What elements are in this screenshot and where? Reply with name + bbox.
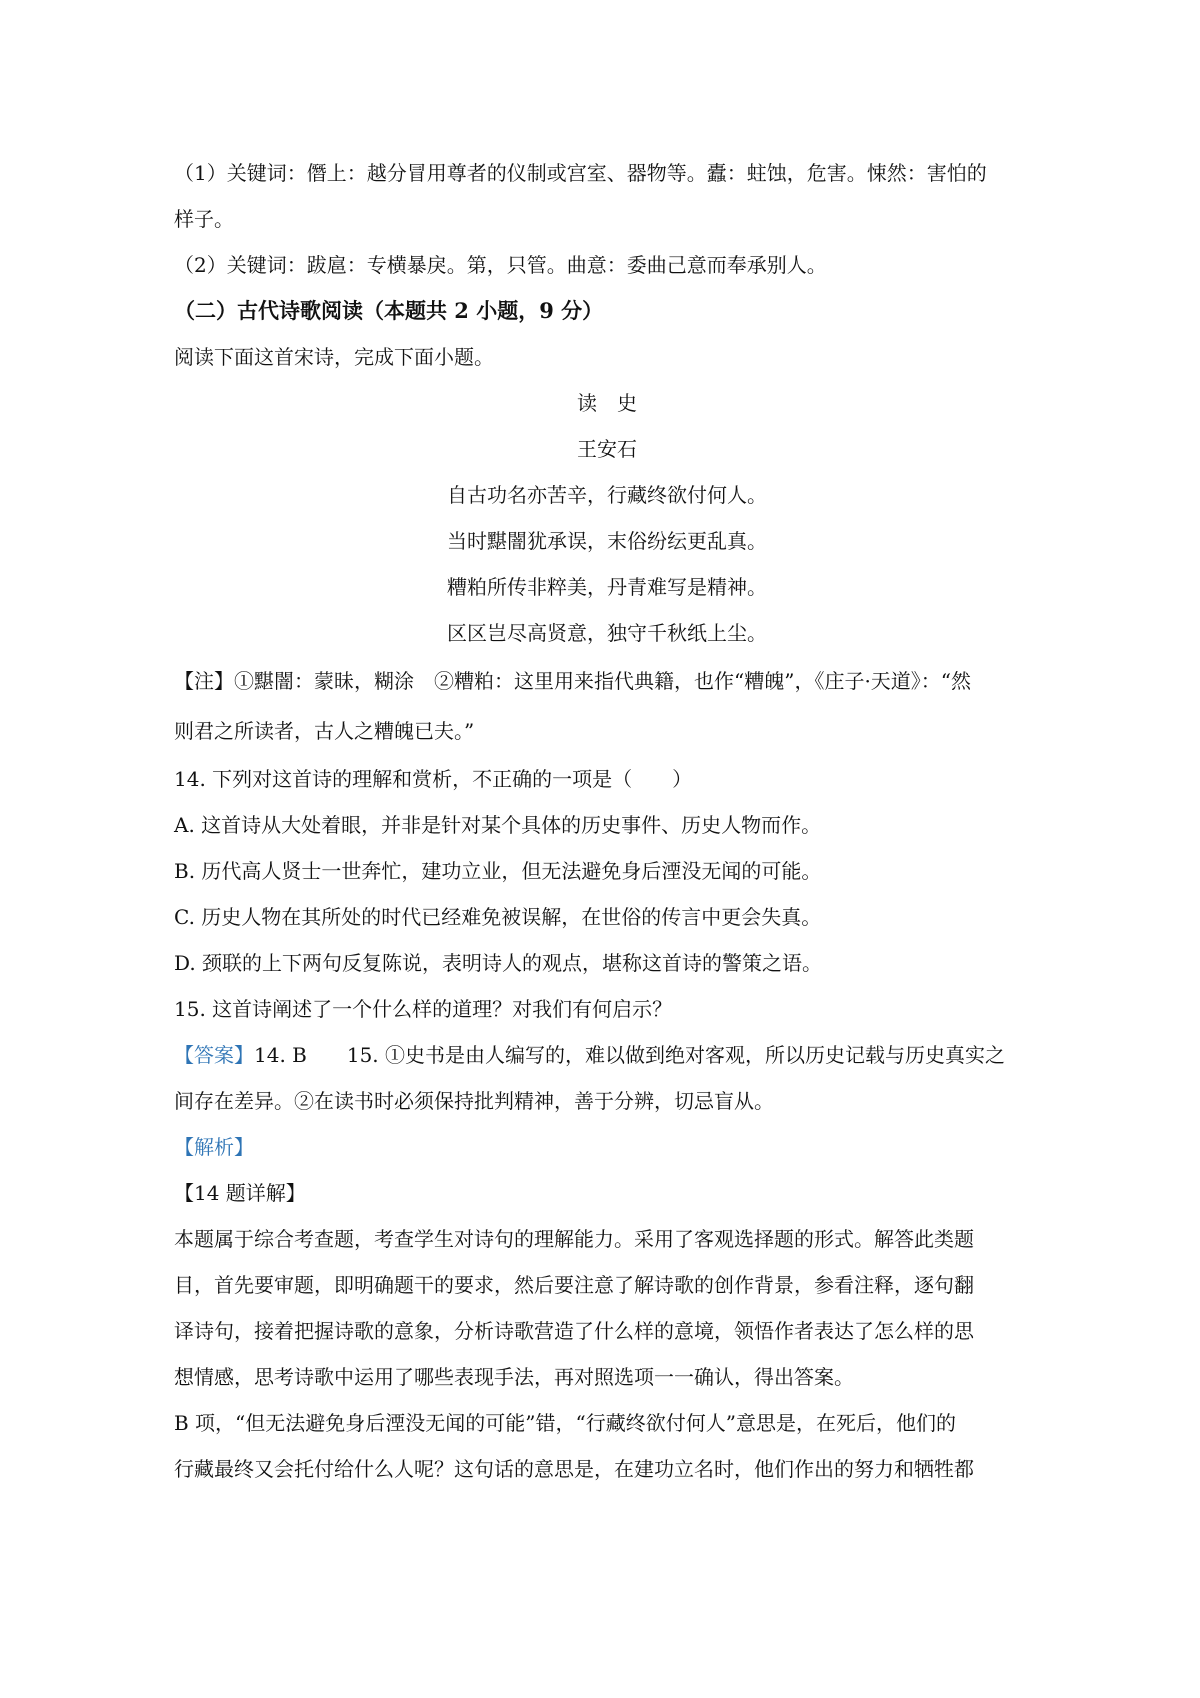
answer-line-2: 间存在差异。②在读书时必须保持批判精神，善于分辨，切忌盲从。 [174,1089,774,1113]
analysis-paragraph-line: 想情感，思考诗歌中运用了哪些表现手法，再对照选项一一确认，得出答案。 [174,1365,854,1389]
note-line-1: 【注】①黮闇：蒙昧，糊涂 ②糟粕：这里用来指代典籍，也作“糟魄”，《庄子·天道》：“然 [174,669,972,693]
question-14-option-c: C. 历史人物在其所处的时代已经难免被误解，在世俗的传言中更会失真。 [174,905,822,929]
poem-line: 糟粕所传非粹美，丹青难写是精神。 [447,575,767,599]
question-14-option-d: D. 颈联的上下两句反复陈说，表明诗人的观点，堪称这首诗的警策之语。 [174,951,823,975]
poem-author: 王安石 [577,437,637,461]
analysis-tag: 【解析】 [174,1135,254,1159]
analysis-paragraph-line: 译诗句，接着把握诗歌的意象，分析诗歌营造了什么样的意境，领悟作者表达了怎么样的思 [174,1319,974,1343]
answer-line-1 [174,1032,1040,1078]
poem-line: 自古功名亦苦辛，行藏终欲付何人。 [447,483,767,507]
analysis-paragraph-line: 行藏最终又会托付给什么人呢？这句话的意思是，在建功立名时，他们作出的努力和牺牲都 [174,1457,974,1481]
question-15-stem: 15. 这首诗阐述了一个什么样的道理？对我们有何启示？ [174,997,673,1021]
document-body [174,150,1040,1492]
poem-line: 区区岂尽高贤意，独守千秋纸上尘。 [447,621,767,645]
section-heading: （二）古代诗歌阅读（本题共 2 小题，9 分） [174,298,604,323]
prev-item-2: （2）关键词：跋扈：专横暴戾。第，只管。曲意：委曲己意而奉承别人。 [174,253,827,277]
prev-item-1-line-2: 样子。 [174,207,234,231]
analysis-paragraph-line: 本题属于综合考查题，考查学生对诗句的理解能力。采用了客观选择题的形式。解答此类题 [174,1227,974,1251]
section-intro: 阅读下面这首宋诗，完成下面小题。 [174,345,494,369]
analysis-subheading: 【14 题详解】 [174,1181,306,1205]
analysis-paragraph-line: B 项，“但无法避免身后湮没无闻的可能”错，“行藏终欲付何人”意思是，在死后，他们的 [174,1411,956,1435]
prev-item-1-line-1: （1）关键词：僭上：越分冒用尊者的仪制或宫室、器物等。蠹：蛀蚀，危害。悚然：害怕的 [174,161,987,185]
poem-title: 读 史 [577,391,637,415]
question-14-stem: 14. 下列对这首诗的理解和赏析，不正确的一项是（ ） [174,767,693,791]
note-line-2: 则君之所读者，古人之糟魄已夫。” [174,719,475,743]
analysis-paragraph-line: 目，首先要审题，即明确题干的要求，然后要注意了解诗歌的创作背景，参看注释，逐句翻 [174,1273,974,1297]
poem-line: 当时黮闇犹承误，末俗纷纭更乱真。 [447,529,767,553]
question-14-option-b: B. 历代高人贤士一世奔忙，建功立业，但无法避免身后湮没无闻的可能。 [174,859,822,883]
question-14-option-a: A. 这首诗从大处着眼，并非是针对某个具体的历史事件、历史人物而作。 [174,813,822,837]
answer-tag: 【答案】 [174,1043,254,1067]
answer-text: 14. B 15. ①史书是由人编写的，难以做到绝对客观，所以历史记载与历史真实之 [254,1043,1006,1067]
